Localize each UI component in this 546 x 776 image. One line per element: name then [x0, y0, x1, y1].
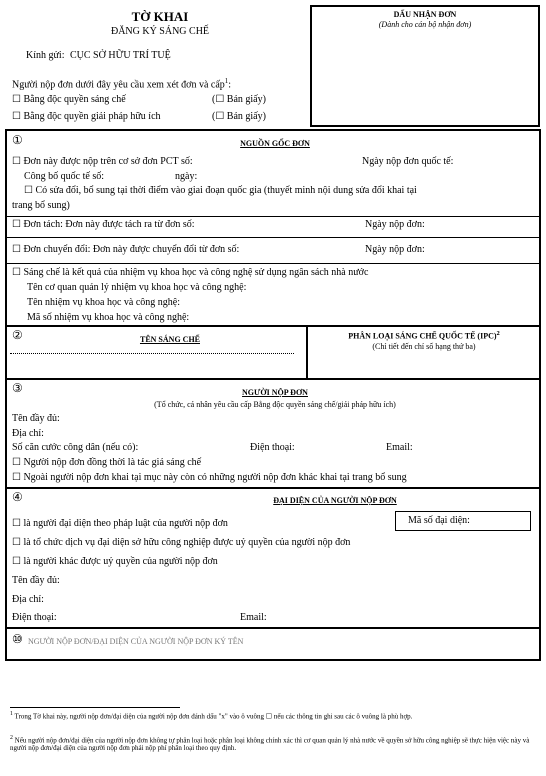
pct-date[interactable]: Ngày nộp đơn quốc tế:: [362, 156, 454, 167]
section-4-title: ĐẠI DIỆN CỦA NGƯỜI NỘP ĐƠN: [273, 496, 397, 505]
amend-line-2: trang bổ sung): [12, 200, 70, 211]
section-divider: [6, 378, 540, 380]
section-divider: [6, 325, 540, 327]
research-name[interactable]: Tên nhiệm vụ khoa học và công nghệ:: [27, 297, 181, 308]
applicant-email[interactable]: Email:: [386, 442, 413, 453]
rep-address[interactable]: Địa chỉ:: [12, 594, 44, 605]
footnote-separator: [10, 707, 180, 708]
section-1-number: ①: [12, 133, 23, 147]
applicant-phone[interactable]: Điện thoại:: [250, 442, 295, 453]
ipc-title: [308, 331, 540, 341]
pub-line[interactable]: Công bố quốc tế số:: [24, 171, 104, 182]
stamp-title: DẤU NHẬN ĐƠN: [393, 10, 457, 19]
section-10-title: NGƯỜI NỘP ĐƠN/ĐẠI DIỆN CỦA NGƯỜI NỘP ĐƠN KÝ TÊN: [28, 637, 244, 646]
pub-date[interactable]: ngày:: [175, 171, 198, 182]
divider: [6, 216, 540, 217]
applicant-address[interactable]: Địa chỉ:: [12, 428, 44, 439]
invention-name-line[interactable]: [10, 353, 294, 354]
footnote-1: [10, 711, 536, 720]
pct-line[interactable]: ☐ Đơn này được nộp trên cơ sở đơn PCT số:: [12, 156, 193, 167]
section-4-number: ④: [12, 490, 23, 504]
rep-legal-checkbox[interactable]: ☐ là người đại diện theo pháp luật của người nộp đơn: [12, 518, 228, 529]
rep-name[interactable]: Tên đầy đủ:: [12, 575, 60, 586]
other-applicants-checkbox[interactable]: ☐ Ngoài người nộp đơn khai tại mục này còn có những người nộp đơn khác khai tại trang bổ sung: [12, 472, 407, 483]
rep-code-box[interactable]: [395, 511, 531, 531]
research-line[interactable]: ☐ Sáng chế là kết quả của nhiệm vụ khoa học và công nghệ sử dụng ngân sách nhà nước: [12, 267, 369, 278]
split-date[interactable]: Ngày nộp đơn:: [365, 219, 425, 230]
rep-service-checkbox[interactable]: ☐ là tổ chức dịch vụ đại diện sở hữu công nghiệp được uỷ quyền của người nộp đơn: [12, 537, 351, 548]
section-divider: [6, 627, 540, 629]
ipc-note: (Chỉ tiết đến chỉ số hạng thứ ba): [372, 342, 476, 351]
form-subtitle: ĐĂNG KÝ SÁNG CHẾ: [110, 26, 210, 37]
request-sup: 1: [224, 77, 229, 85]
section-2-title: TÊN SÁNG CHẾ: [139, 335, 200, 344]
request-text: Người nộp đơn dưới đây yêu cầu xem xét đơn và cấp: [12, 79, 225, 91]
convert-date[interactable]: Ngày nộp đơn:: [365, 244, 425, 255]
footnote-2: [10, 735, 536, 752]
applicant-id[interactable]: Số căn cước công dân (nếu có):: [12, 442, 139, 453]
also-author-checkbox[interactable]: ☐ Người nộp đơn đồng thời là tác giả sáng chế: [12, 457, 202, 468]
research-code[interactable]: Mã số nhiệm vụ khoa học và công nghệ:: [27, 312, 190, 323]
option-patent[interactable]: ☐ Bằng độc quyền sáng chế: [12, 94, 126, 105]
option-patent-paper[interactable]: (☐ Bản giấy): [212, 94, 266, 105]
stamp-note: (Dành cho cán bộ nhận đơn): [378, 20, 472, 29]
recipient-label: Kính gửi:: [26, 50, 65, 61]
rep-phone[interactable]: Điện thoại:: [12, 612, 57, 623]
option-utility-paper[interactable]: (☐ Bản giấy): [212, 111, 266, 122]
section-1-title: NGUỒN GỐC ĐƠN: [240, 139, 310, 148]
section-3-title: NGƯỜI NỘP ĐƠN: [242, 388, 308, 397]
option-utility[interactable]: ☐ Bằng độc quyền giải pháp hữu ích: [12, 111, 161, 122]
section-10-number: ⑩: [12, 632, 23, 646]
rep-other-checkbox[interactable]: ☐ là người khác được uỷ quyền của người nộp đơn: [12, 556, 218, 567]
applicant-name[interactable]: Tên đầy đủ:: [12, 413, 60, 424]
split-line[interactable]: ☐ Đơn tách: Đơn này được tách ra từ đơn số:: [12, 219, 195, 230]
rep-code-label: Mã số đại diện:: [408, 515, 470, 526]
ipc-title-text: PHÂN LOẠI SÁNG CHẾ QUỐC TẾ (IPC): [348, 331, 497, 341]
amend-line-1[interactable]: ☐ Có sửa đổi, bổ sung tại thời điểm vào giai đoạn quốc gia (thuyết minh nội dung sửa đổi khai tại: [24, 185, 417, 196]
footnote-1-text: Trong Tờ khai này, người nộp đơn/đại diện của người nộp đơn đánh dấu "x" vào ô vuông ☐ nếu các thông tin ghi sau các ô vuông là phù hợp.: [14, 712, 413, 721]
request-colon: :: [228, 79, 232, 91]
research-agency[interactable]: Tên cơ quan quản lý nhiệm vụ khoa học và công nghệ:: [27, 282, 247, 293]
footnote-2-sup: 2: [10, 735, 13, 741]
section-3-number: ③: [12, 381, 23, 395]
divider: [6, 263, 540, 264]
divider: [6, 237, 540, 238]
rep-email[interactable]: Email:: [240, 612, 267, 623]
convert-line[interactable]: ☐ Đơn chuyển đổi: Đơn này được chuyển đổi từ đơn số:: [12, 244, 240, 255]
footnote-2-text: Nếu người nộp đơn/đại diện của người nộp đơn không tự phân loại hoặc phân loại không chính xác thì cơ quan quản lý nhà nước về quyền sở hữu công nghiệp sẽ thực hiện việc này và người nộp đơn/đại diện của người nộp đơn phải nộp phí phân loại theo quy định.: [10, 736, 530, 753]
ipc-sup: 2: [496, 330, 500, 337]
request-line: [12, 78, 231, 90]
footnote-1-sup: 1: [10, 711, 13, 717]
section-3-note: (Tổ chức, cá nhân yêu cầu cấp Bằng độc quyền sáng chế/giải pháp hữu ích): [154, 400, 396, 409]
form-title: TỜ KHAI: [131, 9, 189, 24]
section-divider: [6, 487, 540, 489]
recipient: CỤC SỞ HỮU TRÍ TUỆ: [70, 50, 171, 61]
stamp-box: [310, 5, 540, 127]
section-2-number: ②: [12, 328, 23, 342]
